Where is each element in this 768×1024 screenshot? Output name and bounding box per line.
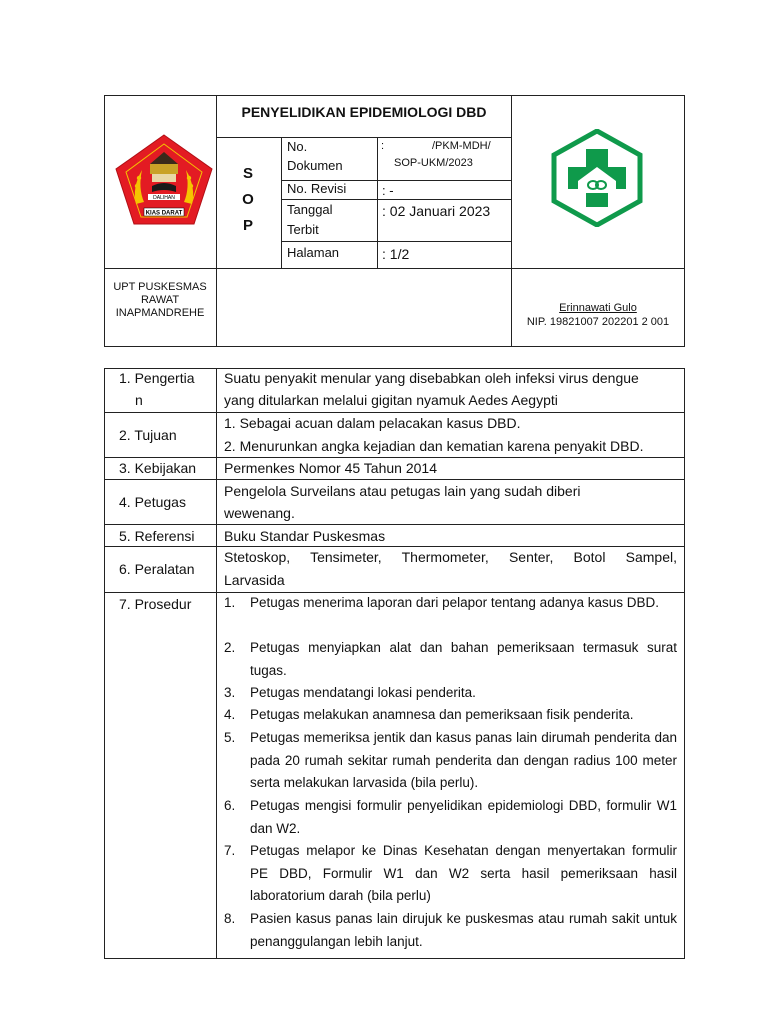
- prosedur-item-text: Petugas mengisi formulir penyelidikan epidemiologi DBD, formulir W1 dan W2.: [250, 798, 677, 836]
- prosedur-item-text: Petugas mendatangi lokasi penderita.: [250, 685, 476, 700]
- prosedur-item-text: Pasien kasus panas lain dirujuk ke puskesmas atau rumah sakit untuk penanggulangan lebih lanjut.: [250, 911, 677, 949]
- institution-line2: RAWAT: [140, 294, 180, 306]
- prosedur-item-text: Petugas menerima laporan dari pelapor tentang adanya kasus DBD.: [250, 595, 659, 610]
- tujuan-text-line1: 1. Sebagai acuan dalam pelacakan kasus DBD.: [224, 415, 521, 431]
- field-tanggal-terbit-label-line2: Terbit: [287, 222, 319, 237]
- field-no-dokumen-label-line2: Dokumen: [287, 158, 343, 173]
- field-halaman-value: : 1/2: [382, 246, 410, 262]
- peralatan-text-line2: Larvasida: [224, 572, 285, 588]
- tujuan-text-line2: 2. Menurunkan angka kejadian dan kematian karena penyakit DBD.: [224, 438, 644, 454]
- prosedur-item-text: Petugas melakukan anamnesa dan pemeriksaan fisik penderita.: [250, 707, 634, 722]
- pengertian-text-line1: Suatu penyakit menular yang disebabkan oleh infeksi virus dengue: [224, 370, 639, 386]
- peralatan-text-line1: Stetoskop, Tensimeter, Thermometer, Senter, Botol Sampel,: [224, 549, 677, 565]
- field-no-revisi-value: : -: [382, 183, 394, 198]
- label-referensi: 5. Referensi: [119, 528, 195, 544]
- health-ministry-logo: [548, 129, 646, 227]
- prosedur-item-number: 7.: [224, 843, 236, 858]
- field-no-revisi-label: No. Revisi: [287, 181, 347, 196]
- field-no-dokumen-colon: :: [381, 140, 385, 152]
- field-no-dokumen-value-line1: /PKM-MDH/: [432, 140, 491, 152]
- label-prosedur: 7. Prosedur: [119, 596, 192, 612]
- label-petugas: 4. Petugas: [119, 494, 186, 510]
- kebijakan-text: Permenkes Nomor 45 Tahun 2014: [224, 460, 437, 476]
- prosedur-item-number: 4.: [224, 707, 236, 722]
- field-tanggal-terbit-value: : 02 Januari 2023: [382, 203, 491, 219]
- label-peralatan: 6. Peralatan: [119, 561, 195, 577]
- logo-motto-text: DALIHAN: [153, 195, 175, 201]
- logo-banner-text: KIAS DARAT: [145, 210, 183, 217]
- institution-line1: UPT PUSKESMAS: [113, 281, 207, 293]
- field-halaman-label: Halaman: [287, 245, 340, 260]
- field-no-dokumen-label-line1: No.: [287, 139, 308, 154]
- prosedur-item-number: 6.: [224, 798, 236, 813]
- label-tujuan: 2. Tujuan: [119, 427, 177, 443]
- label-kebijakan: 3. Kebijakan: [119, 460, 197, 476]
- prosedur-item-number: 5.: [224, 730, 236, 745]
- petugas-text-line1: Pengelola Surveilans atau petugas lain yang sudah diberi: [224, 483, 581, 499]
- prosedur-item-number: 8.: [224, 911, 236, 926]
- prosedur-item-text: Petugas menyiapkan alat dan bahan pemeriksaan termasuk surat tugas.: [250, 640, 677, 678]
- referensi-text: Buku Standar Puskesmas: [224, 528, 386, 544]
- institution-line3: INAPMANDREHE: [115, 307, 205, 319]
- prosedur-item-number: 1.: [224, 595, 236, 610]
- field-no-dokumen-value-line2: SOP-UKM/2023: [394, 157, 473, 169]
- regional-emblem-logo: [112, 132, 216, 228]
- signatory-name: Erinnawati Gulo: [559, 302, 637, 314]
- sop-letter-p: P: [242, 217, 253, 234]
- label-pengertian-line2: n: [135, 392, 143, 408]
- prosedur-item-text: Petugas memeriksa jentik dan kasus panas lain dirumah penderita dan pada 20 rumah sekitar rumah penderita dan dengan radius 100 meter serta melakukan larvasida (bila perlu).: [250, 730, 677, 790]
- document-title: PENYELIDIKAN EPIDEMIOLOGI DBD: [241, 104, 487, 120]
- label-pengertian-line1: 1. Pengertia: [119, 370, 195, 386]
- field-tanggal-terbit-label-line1: Tanggal: [287, 202, 333, 217]
- prosedur-item-text: Petugas melapor ke Dinas Kesehatan dengan menyertakan formulir PE DBD, Formulir W1 dan W2 serta hasil pemeriksaan hasil laboratorium darah (bila perlu): [250, 843, 677, 903]
- signatory-nip: NIP. 19821007 202201 2 001: [526, 316, 670, 328]
- pengertian-text-line2: yang ditularkan melalui gigitan nyamuk Aedes Aegypti: [224, 392, 558, 408]
- sop-letter-s: S: [242, 165, 253, 182]
- petugas-text-line2: wewenang.: [224, 505, 295, 521]
- prosedur-item-number: 2.: [224, 640, 236, 655]
- sop-letter-o: O: [242, 191, 254, 208]
- prosedur-item-number: 3.: [224, 685, 236, 700]
